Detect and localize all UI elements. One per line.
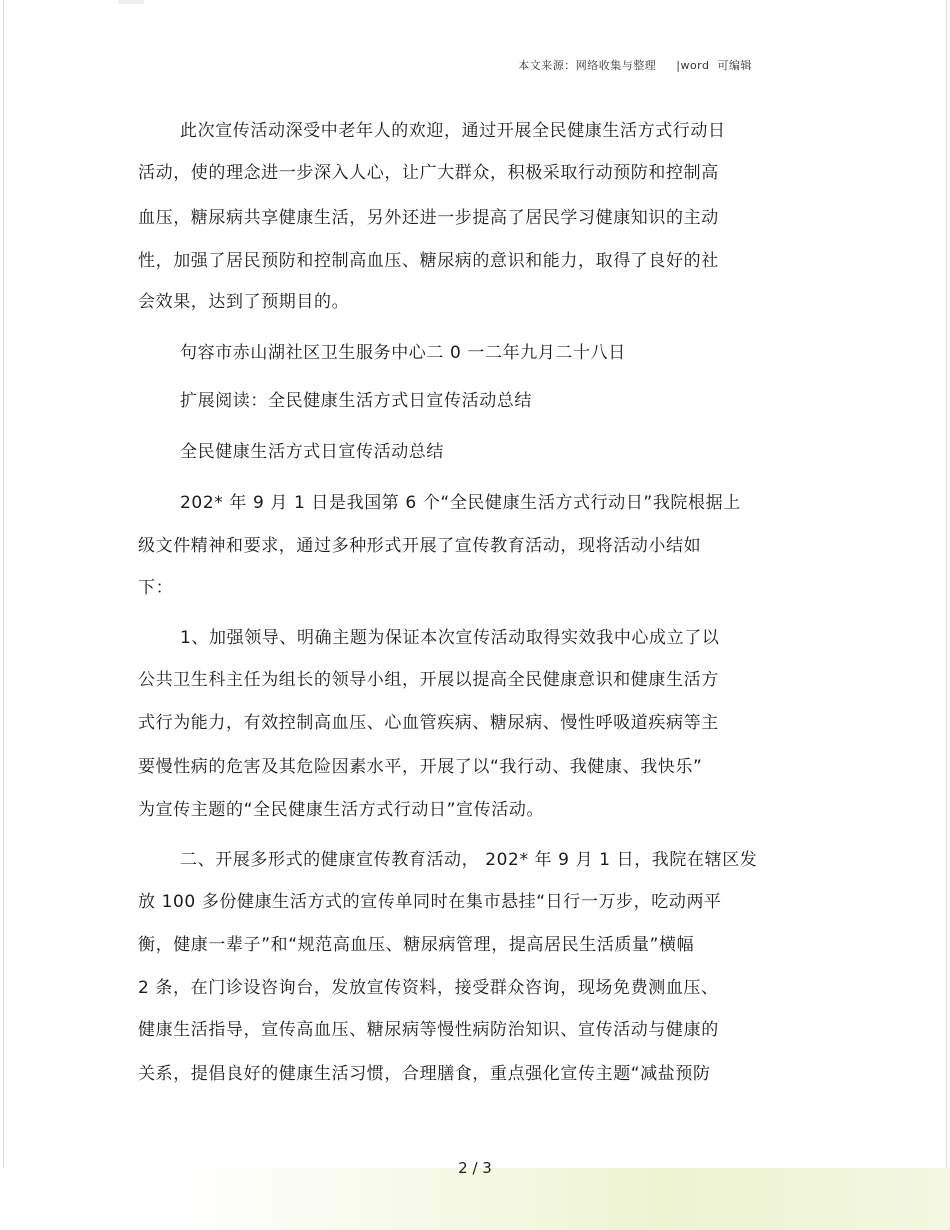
header-source: 本文来源：网络收集与整理 [518,59,657,72]
text-line: 健康生活指导，宣传高血压、糖尿病等慢性病防治知识、宣传活动与健康的 [138,1020,719,1040]
text-line: 为宣传主题的“全民健康生活方式行动日”宣传活动。 [138,800,545,820]
section-title: 全民健康生活方式日宣传活动总结 [180,442,444,462]
text-line: 衡，健康一辈子”和“规范高血压、糖尿病管理，提高居民生活质量”横幅 [138,935,695,955]
extended-reading-line: 扩展阅读：全民健康生活方式日宣传活动总结 [180,391,532,411]
text-line: 1、加强领导、明确主题为保证本次宣传活动取得实效我中心成立了以 [180,628,720,648]
page-left-border [3,0,4,1230]
text-line: 活动，使的理念进一步深入人心，让广大群众，积极采取行动预防和控制高 [138,163,719,183]
text-line: 性，加强了居民预防和控制高血压、糖尿病的意识和能力，取得了良好的社 [138,251,719,271]
signature-line: 句容市赤山湖社区卫生服务中心二 0 一二年九月二十八日 [180,343,626,363]
text-line: 下： [138,578,174,598]
header-edit-note: |word 可编辑 [676,59,752,72]
text-line: 式行为能力，有效控制高血压、心血管疾病、糖尿病、慢性呼吸道疾病等主 [138,713,719,733]
page-number: 2 / 3 [458,1159,492,1177]
text-line: 血压，糖尿病共享健康生活，另外还进一步提高了居民学习健康知识的主动 [138,208,719,228]
text-line: 级文件精神和要求，通过多种形式开展了宣传教育活动，现将活动小结如 [138,536,702,556]
text-line: 此次宣传活动深受中老年人的欢迎，通过开展全民健康生活方式行动日 [180,121,726,141]
page-right-border [946,0,947,1230]
text-line: 二、开展多形式的健康宣传教育活动， 202* 年 9 月 1 日，我院在辖区发 [180,850,758,870]
text-line: 放 100 多份健康生活方式的宣传单同时在集市悬挂“日行一万步，吃动两平 [138,892,722,912]
text-line: 2 条，在门诊设咨询台，发放宣传资料，接受群众咨询，现场免费测血压、 [138,978,719,998]
footer-decoration [0,1168,950,1230]
text-line: 202* 年 9 月 1 日是我国第 6 个“全民健康生活方式行动日”我院根据上 [180,493,741,513]
corner-mark [118,0,144,4]
text-line: 要慢性病的危害及其危险因素水平，开展了以“我行动、我健康、我快乐” [138,757,703,777]
text-line: 关系，提倡良好的健康生活习惯，合理膳食，重点强化宣传主题“减盐预防 [138,1064,711,1084]
text-line: 会效果，达到了预期目的。 [138,292,350,312]
page-header [518,57,752,73]
text-line: 公共卫生科主任为组长的领导小组，开展以提高全民健康意识和健康生活方 [138,670,719,690]
